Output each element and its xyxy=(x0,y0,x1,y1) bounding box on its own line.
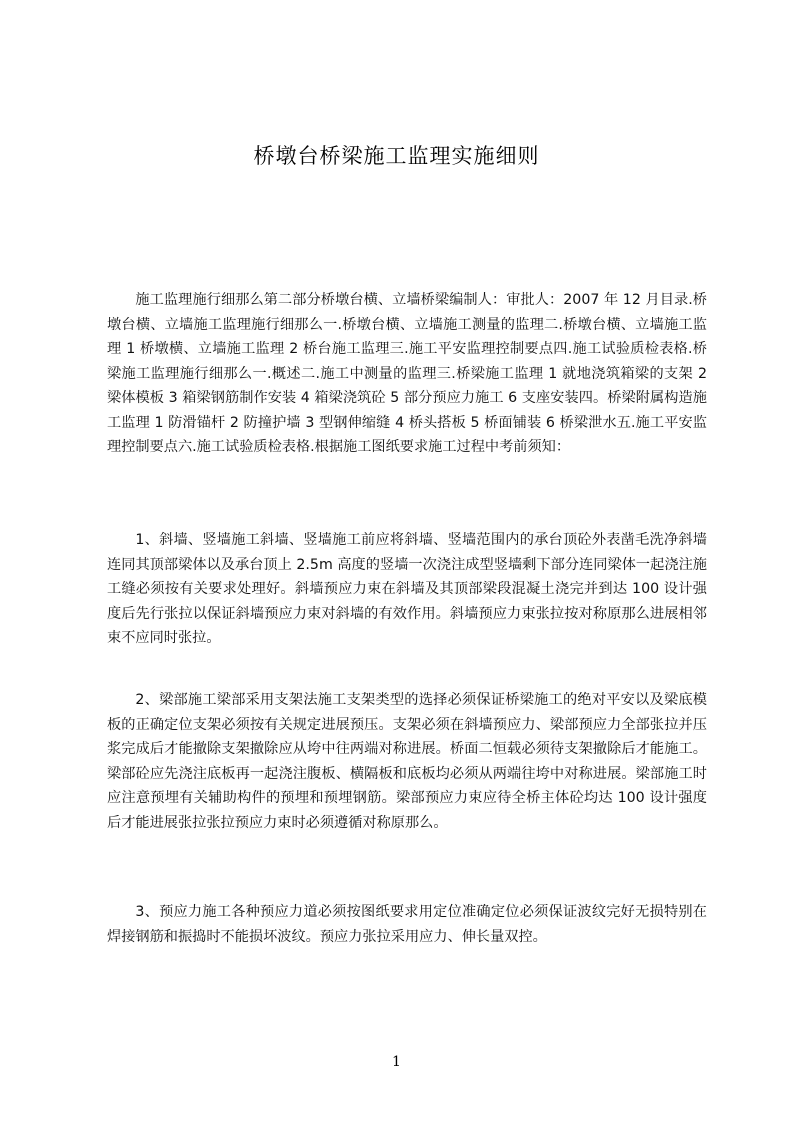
section-3-paragraph: 3、预应力施工各种预应力道必须按图纸要求用定位准确定位必须保证波纹完好无损特别在焊接钢筋和振捣时不能损坏波纹。预应力张拉采用应力、伸长量双控。 xyxy=(107,904,707,945)
page-number: 1 xyxy=(392,1054,401,1070)
section-1-paragraph: 1、斜墙、竖墙施工斜墙、竖墙施工前应将斜墙、竖墙范围内的承台顶砼外表凿毛洗净斜墙连同其顶部梁体以及承台顶上 2.5m 高度的竖墙一次浇注成型竖墙剩下部分连同梁体一起浇注施工缝必须按有关要求处理好。斜墙预应力束在斜墙及其顶部梁段混凝土浇完并到达 100 设计强度后先行张拉以保证斜墙预应力束对斜墙的有效作用。斜墙预应力束张拉按对称原那么进展相邻束不应同时张拉。 xyxy=(107,532,707,646)
section-2-paragraph: 2、梁部施工梁部采用支架法施工支架类型的选择必须保证桥梁施工的绝对平安以及梁底模板的正确定位支架必须按有关规定进展预压。支架必须在斜墙预应力、梁部预应力全部张拉并压浆完成后才能撤除支架撤除应从垮中往两端对称进展。桥面二恒载必须待支架撤除后才能施工。梁部砼应先浇注底板再一起浇注腹板、横隔板和底板均必须从两端往垮中对称进展。梁部施工时应注意预埋有关辅助构件的预埋和预埋钢筋。梁部预应力束应待全桥主体砼均达 100 设计强度后才能进展张拉张拉预应力束时必须遵循对称原那么。 xyxy=(107,692,707,831)
document-title: 桥墩台桥梁施工监理实施细则 xyxy=(253,144,540,168)
intro-paragraph: 施工监理施行细那么第二部分桥墩台横、立墙桥梁编制人：审批人：2007 年 12 月目录.桥墩台横、立墙施工监理施行细那么一.桥墩台横、立墙施工测量的监理二.桥墩台横、立墙施工监理 1 桥墩横、立墙施工监理 2 桥台施工监理三.施工平安监理控制要点四.施工试验质检表格.桥梁施工监理施行细那么一.概述二.施工中测量的监理三.桥梁施工监理 1 就地浇筑箱梁的支架 2 梁体模板 3 箱梁钢筋制作安装 4 箱梁浇筑砼 5 部分预应力施工 6 支座安装四。桥梁附属构造施工监理 1 防滑锚杆 2 防撞护墙 3 型钢伸缩缝 4 桥头搭板 5 桥面铺装 6 桥梁泄水五.施工平安监理控制要点六.施工试验质检表格.根据施工图纸要求施工过程中考前须知： xyxy=(107,292,707,455)
